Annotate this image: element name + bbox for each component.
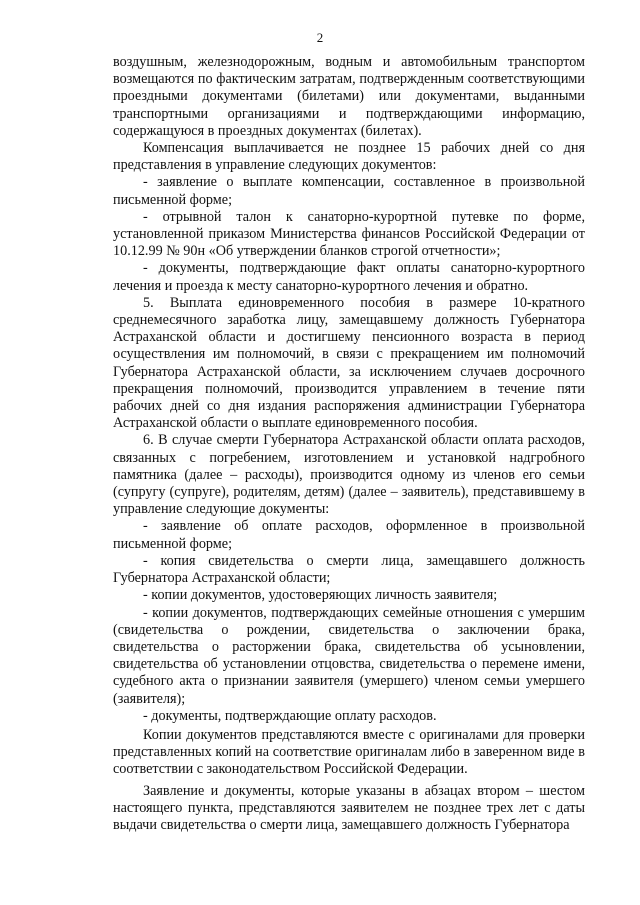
- paragraph-item-6-funeral-expenses: 6. В случае смерти Губернатора Астраханской области оплата расходов, связанных с погребением, изготовлением и установкой надгробного памятника (далее – расходы), производится одному из членов его семьи (супругу (супруге), родителям, детям) (далее – заявитель), представившему в управление следующие документы:: [113, 432, 585, 518]
- list-item-voucher-stub: - отрывной талон к санаторно-курортной путевке по форме, установленной приказом Министерства финансов Российской Федерации от 10.12.99 № 90н «Об утверждении бланков строгой отчетности»;: [113, 208, 585, 260]
- list-item-family-documents: - копии документов, подтверждающих семейные отношения с умершим (свидетельства о рождении, свидетельства о заключении брака, свидетельства о расторжении брака, свидетельства об усыновлении, свидетельства об установлении отцовства, свидетельства о перемене имени, судебного акта о признании заявителя (умершего) членом семьи умершего (заявителя);: [113, 604, 585, 707]
- page-number: 2: [316, 30, 324, 45]
- list-item-death-certificate: - копия свидетельства о смерти лица, замещавшего должность Губернатора Астраханской области;: [113, 552, 585, 587]
- document-body: [113, 54, 585, 834]
- paragraph-item-5-lump-sum: 5. Выплата единовременного пособия в размере 10-кратного среднемесячного заработка лицу, замещавшему должность Губернатора Астраханской области и достигшему пенсионного возраста в период осуществления им полномочий, в связи с прекращением им полномочий Губернатора Астраханской области, за исключением случаев досрочного прекращения полномочий, производится управлением в течение пяти рабочих дней со дня издания распоряжения администрации Губернатора Астраханской области о выплате единовременного пособия.: [113, 294, 585, 432]
- paragraph-transport-costs: воздушным, железнодорожным, водным и автомобильным транспортом возмещаются по фактическим затратам, подтвержденным соответствующими проездными документами (билетами) или документами, выданными транспортными организациями и подтверждающими информацию, содержащуюся в проездных документах (билетах).: [113, 54, 585, 139]
- paragraph-submission-deadline: Заявление и документы, которые указаны в абзацах втором – шестом настоящего пункта, представляются заявителем не позднее трех лет с даты выдачи свидетельства о смерти лица, замещавшего должность Губернатора: [113, 782, 585, 833]
- list-item-identity-documents: - копии документов, удостоверяющих личность заявителя;: [143, 587, 498, 604]
- list-item-payment-proof: - документы, подтверждающие факт оплаты санаторно-курортного лечения и проезда к месту санаторно-курортного лечения и обратно.: [113, 260, 585, 294]
- paragraph-compensation-deadline: Компенсация выплачивается не позднее 15 рабочих дней со дня представления в управление следующих документов:: [113, 140, 585, 174]
- list-item-compensation-application: - заявление о выплате компенсации, составленное в произвольной письменной форме;: [113, 174, 585, 208]
- paragraph-copies-requirements: Копии документов представляются вместе с оригиналами для проверки представленных копий на соответствие оригиналам либо в заверенном виде в соответствии с законодательством Российской Федерации.: [113, 726, 585, 778]
- list-item-expense-proof: - документы, подтверждающие оплату расходов.: [143, 707, 437, 724]
- list-item-expense-application: - заявление об оплате расходов, оформленное в произвольной письменной форме;: [113, 518, 585, 552]
